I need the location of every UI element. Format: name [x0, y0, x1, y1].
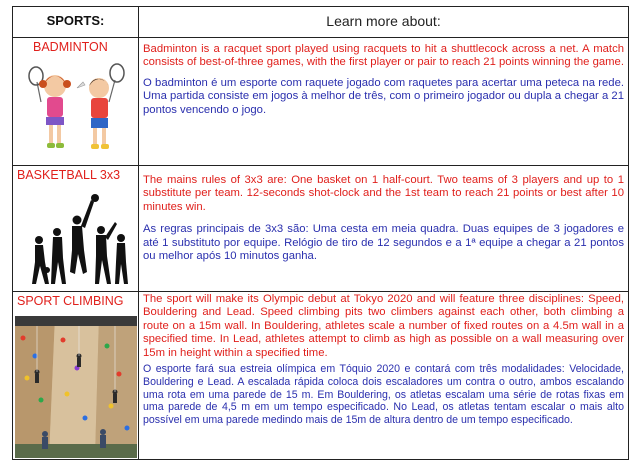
header-right-cell [139, 7, 629, 38]
basketball-portuguese-text: As regras principais de 3x3 são: Uma cesta em meia quadra. Duas equipes de 3 jogadores e até 1 substituto por equipe. Relógio de tiro de 12 segundos e a 1ª equipe a chegar a 21 pontos ou melhor após 10 minutos ganha. [143, 223, 624, 263]
climbing-name-cell [13, 292, 139, 460]
basketball-name-cell [13, 166, 139, 292]
basketball-title: BASKETBALL 3x3 [17, 168, 121, 182]
climbing-wall-photo [15, 316, 137, 458]
header-row [13, 7, 629, 38]
badminton-text-cell [139, 38, 629, 166]
badminton-name-cell [13, 38, 139, 166]
row-sport-climbing [13, 292, 629, 460]
badminton-portuguese-text: O badminton é um esporte com raquete jogado com raquetes para acertar uma peteca na rede. Uma partida consiste em jogos à melhor de três, com o primeiro jogador ou dupla a chegar a 21 pontos vencendo o jogo. [143, 76, 624, 116]
sports-table [12, 6, 629, 460]
basketball-english-text: The mains rules of 3x3 are: One basket on 1 half-court. Two teams of 3 players and up to 1 substitute per team. 12-seconds shot-clock and the 1st team to reach 21 points or best after 10 minutes win. [143, 174, 624, 213]
climbing-title: SPORT CLIMBING [17, 294, 124, 308]
badminton-english-text: Badminton is a racquet sport played using racquets to hit a shuttlecock across a net. A match consists of best-of-three games, with the first player or pair to reach 21 points winning the game. [143, 43, 624, 69]
learn-more-heading: Learn more about: [326, 13, 441, 29]
sports-heading: SPORTS: [46, 13, 105, 28]
kids-badminton-illustration [27, 62, 127, 158]
climbing-text-cell [139, 292, 629, 460]
climbing-english-text: The sport will make its Olympic debut at Tokyo 2020 and will feature three disciplines: Speed, Bouldering and Lead. Speed climbing pits two climbers against each other, both climbing a route on a 15m wall. In Bouldering, athletes scale a number of fixed routes on a 4.5m wall in a specified time. In Lead, athletes attempt to climb as high as possible on a wall measuring over 15m in height within a specified time. [143, 293, 624, 359]
row-badminton [13, 38, 629, 166]
badminton-title: BADMINTON [33, 40, 108, 54]
climbing-portuguese-text: O esporte fará sua estreia olímpica em Tóquio 2020 e contará com três modalidades: Velocidade, Bouldering e Lead. A escalada rápida coloca dois escaladores um contra o outro, ambos escalando uma rota em uma parede de 15 m. Em Bouldering, os atletas escalam uma série de rotas fixas em uma parede de 4,5 m em um tempo especificado. No Lead, os atletas tentam escalar o mais alto possível em uma parede medindo mais de 15m de altura dentro de um tempo especificado. [143, 363, 624, 427]
header-left-cell [13, 7, 139, 38]
basketball-silhouette-illustration [29, 192, 129, 288]
row-basketball [13, 166, 629, 292]
basketball-text-cell [139, 166, 629, 292]
